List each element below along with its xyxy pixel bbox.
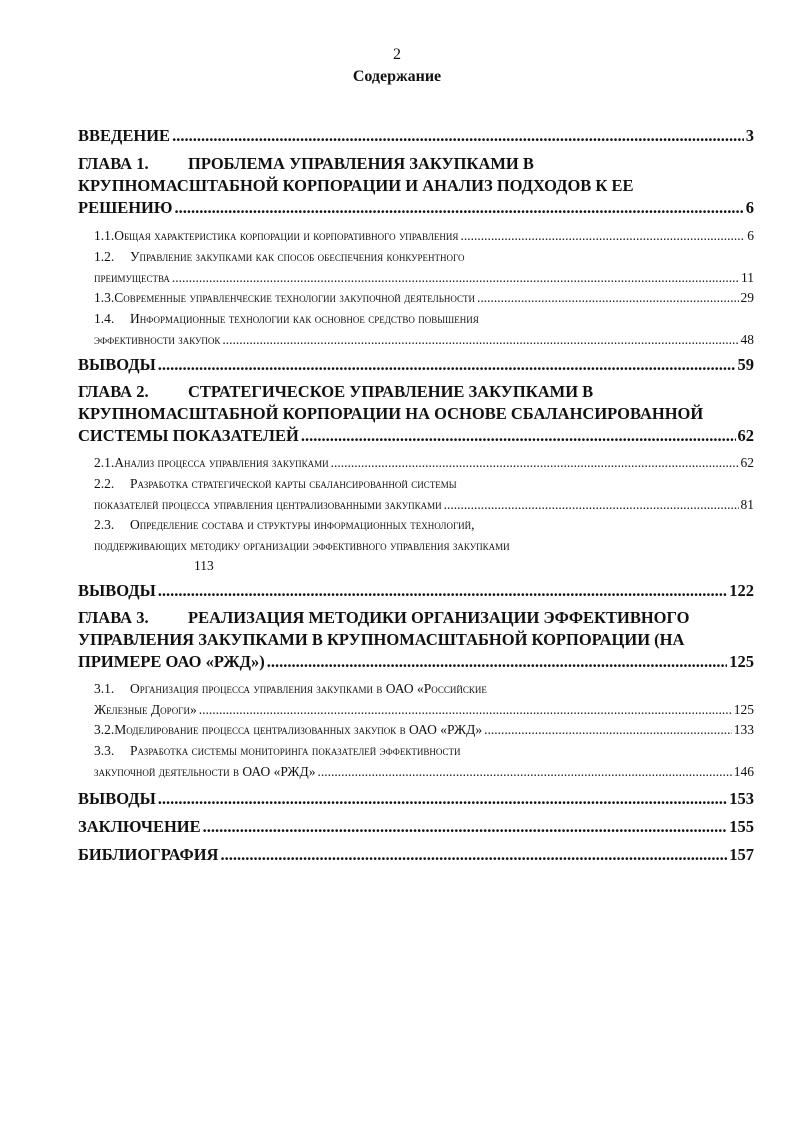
toc-entry-section-3-1[interactable] xyxy=(78,679,754,720)
chapter-title-line: РЕШЕНИЮ xyxy=(78,198,173,217)
dot-leader xyxy=(317,762,731,783)
entry-label: ВЫВОДЫ xyxy=(78,355,156,374)
toc-entry-section-1-4[interactable] xyxy=(78,309,754,350)
chapter-title-line: СТРАТЕГИЧЕСКОЕ УПРАВЛЕНИЕ ЗАКУПКАМИ В xyxy=(188,382,594,401)
chapter-title-line: КРУПНОМАСШТАБНОЙ КОРПОРАЦИИ И АНАЛИЗ ПОДХОДОВ К ЕЕ xyxy=(78,176,634,195)
entry-label: ВЫВОДЫ xyxy=(78,581,156,600)
section-number: 2.3. xyxy=(94,517,115,532)
entry-page: 153 xyxy=(729,789,754,808)
section-number: 1.1. xyxy=(94,228,115,243)
dot-leader xyxy=(222,330,738,351)
entry-page: 125 xyxy=(733,701,754,717)
section-title: Организация процесса управления закупками в ОАО «Российские xyxy=(130,681,487,696)
section-number: 1.3. xyxy=(94,290,115,305)
toc-entry-section-2-1[interactable] xyxy=(78,453,754,474)
toc-entry-chapter-3[interactable] xyxy=(78,607,754,673)
dot-leader xyxy=(158,580,727,602)
toc-title: Содержание xyxy=(352,68,442,85)
entry-label: ЗАКЛЮЧЕНИЕ xyxy=(78,817,201,836)
entry-page: 62 xyxy=(740,455,754,470)
entry-label: БИБЛИОГРАФИЯ xyxy=(78,845,219,864)
section-title: Разработка стратегической карты сбалансированной системы xyxy=(130,476,457,491)
toc-entry-section-1-2[interactable] xyxy=(78,247,754,288)
dot-leader xyxy=(331,453,739,474)
dot-leader xyxy=(172,125,744,147)
dot-leader xyxy=(301,425,736,447)
entry-page: 122 xyxy=(729,581,754,600)
entry-page: 59 xyxy=(737,355,754,374)
toc-entry-chapter-1[interactable] xyxy=(78,153,754,219)
section-number: 2.1. xyxy=(94,455,115,470)
entry-page: 81 xyxy=(740,496,754,512)
section-title-cont: показателей процесса управления централизованными закупками xyxy=(94,496,442,512)
section-number: 3.3. xyxy=(94,743,115,758)
section-number: 1.4. xyxy=(94,311,115,326)
chapter-title-line: РЕАЛИЗАЦИЯ МЕТОДИКИ ОРГАНИЗАЦИИ ЭФФЕКТИВНОГО xyxy=(188,608,690,627)
dot-leader xyxy=(172,268,739,289)
section-number: 1.2. xyxy=(94,249,115,264)
entry-page: 3 xyxy=(745,126,754,145)
toc-entry-section-1-1[interactable] xyxy=(78,226,754,247)
dot-leader xyxy=(199,700,732,721)
toc-entry-section-3-3[interactable] xyxy=(78,741,754,782)
section-title: Разработка системы мониторинга показателей эффективности xyxy=(130,743,461,758)
chapter-number: ГЛАВА 3. xyxy=(78,608,149,627)
toc-entry-chapter-2-conclusions[interactable] xyxy=(78,580,754,602)
entry-page: 113 xyxy=(194,558,214,573)
toc-entry-introduction[interactable] xyxy=(78,125,754,147)
section-title: Моделирование процесса централизованных закупок в ОАО «РЖД» xyxy=(114,722,483,737)
entry-page: 155 xyxy=(729,817,754,836)
dot-leader xyxy=(203,816,728,838)
chapter-title-line: УПРАВЛЕНИЯ ЗАКУПКАМИ В КРУПНОМАСШТАБНОЙ КОРПОРАЦИИ (НА xyxy=(78,630,685,649)
dot-leader xyxy=(220,844,727,866)
entry-page: 11 xyxy=(741,269,754,285)
entry-page: 48 xyxy=(740,331,754,347)
entry-page: 125 xyxy=(729,652,754,671)
section-title: Информационные технологии как основное средство повышения xyxy=(130,311,479,326)
page-number: 2 xyxy=(393,46,401,63)
toc-entry-section-2-3[interactable] xyxy=(78,515,754,577)
entry-page: 6 xyxy=(747,228,754,243)
chapter-title-line: СИСТЕМЫ ПОКАЗАТЕЛЕЙ xyxy=(78,426,299,445)
entry-label: ВЫВОДЫ xyxy=(78,789,156,808)
chapter-number: ГЛАВА 2. xyxy=(78,382,149,401)
entry-label: ВВЕДЕНИЕ xyxy=(78,126,171,145)
dot-leader xyxy=(158,788,727,810)
dot-leader xyxy=(444,495,739,516)
dot-leader xyxy=(174,197,743,219)
entry-page: 133 xyxy=(733,722,754,737)
section-title: Анализ процесса управления закупками xyxy=(114,455,329,470)
section-title: Современные управленческие технологии закупочной деятельности xyxy=(114,290,476,305)
chapter-number: ГЛАВА 1. xyxy=(78,154,149,173)
dot-leader xyxy=(267,651,727,673)
toc-entry-bibliography[interactable] xyxy=(78,844,754,866)
section-title-cont: преимущества xyxy=(94,269,170,285)
entry-page: 146 xyxy=(733,763,754,779)
section-title: Управление закупками как способ обеспечения конкурентного xyxy=(130,249,465,264)
toc-entry-chapter-1-conclusions[interactable] xyxy=(78,354,754,376)
entry-page: 6 xyxy=(745,198,754,217)
chapter-title-line: КРУПНОМАСШТАБНОЙ КОРПОРАЦИИ НА ОСНОВЕ СБАЛАНСИРОВАННОЙ xyxy=(78,404,704,423)
chapter-title-line: ПРОБЛЕМА УПРАВЛЕНИЯ ЗАКУПКАМИ В xyxy=(188,154,534,173)
section-number: 2.2. xyxy=(94,476,115,491)
dot-leader xyxy=(484,720,732,741)
toc-entry-chapter-3-conclusions[interactable] xyxy=(78,788,754,810)
section-title-cont: закупочной деятельности в ОАО «РЖД» xyxy=(94,763,316,779)
entry-page: 157 xyxy=(729,845,754,864)
section-title-cont: Железные Дороги» xyxy=(94,701,197,717)
dot-leader xyxy=(477,288,738,309)
toc-entry-section-2-2[interactable] xyxy=(78,474,754,515)
toc-entry-conclusion[interactable] xyxy=(78,816,754,838)
entry-page: 29 xyxy=(740,290,754,305)
section-number: 3.1. xyxy=(94,681,115,696)
section-title-cont: эффективности закупок xyxy=(94,331,221,347)
chapter-title-line: ПРИМЕРЕ ОАО «РЖД») xyxy=(78,652,265,671)
section-title: Определение состава и структуры информационных технологий, xyxy=(130,517,475,532)
section-title-cont: поддерживающих методику организации эффективного управления закупками xyxy=(94,537,510,553)
section-title: Общая характеристика корпорации и корпоративного управления xyxy=(114,228,459,243)
dot-leader xyxy=(158,354,736,376)
toc-entry-chapter-2[interactable] xyxy=(78,381,754,447)
dot-leader xyxy=(460,226,745,247)
toc-entry-section-1-3[interactable] xyxy=(78,288,754,309)
toc-entry-section-3-2[interactable] xyxy=(78,720,754,741)
entry-page: 62 xyxy=(737,426,754,445)
section-number: 3.2. xyxy=(94,722,115,737)
